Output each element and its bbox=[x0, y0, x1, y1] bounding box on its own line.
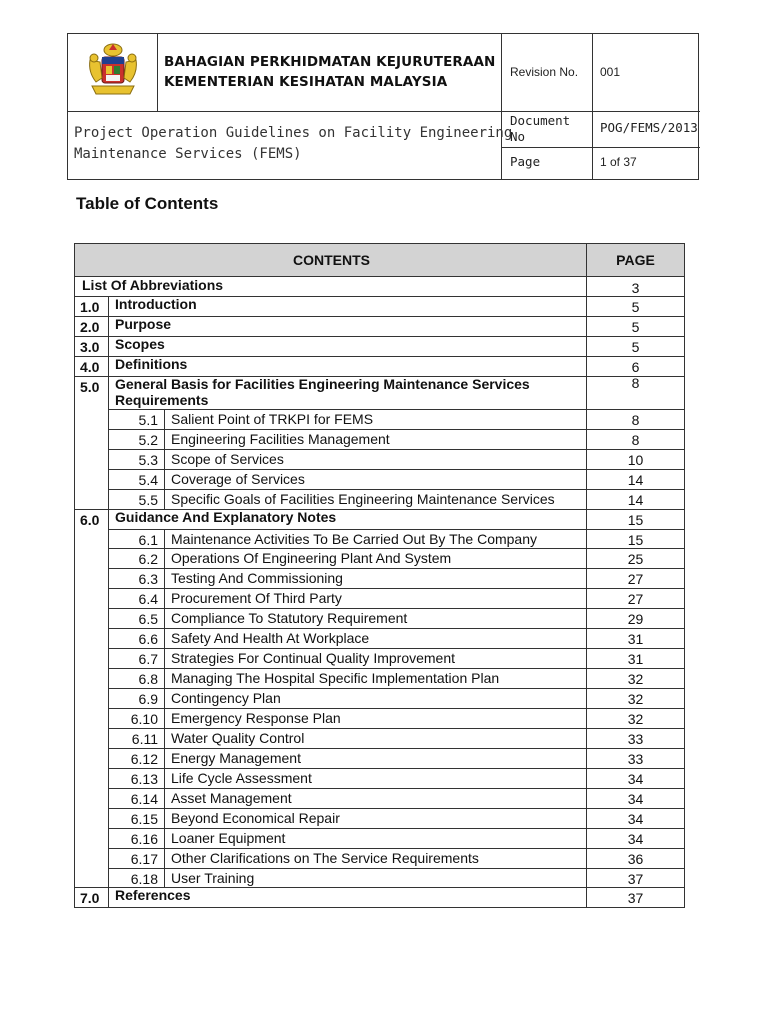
table-row bbox=[75, 608, 684, 628]
subsection-title: Loaner Equipment bbox=[171, 830, 286, 846]
page-number: 34 bbox=[627, 791, 644, 807]
subsection-title: Testing And Commissioning bbox=[171, 570, 343, 586]
divider bbox=[157, 34, 158, 111]
contents-table bbox=[74, 243, 685, 908]
table-row bbox=[75, 748, 684, 768]
subsection-title: Compliance To Statutory Requirement bbox=[171, 610, 408, 626]
subsection-number: 6.12 bbox=[130, 751, 158, 767]
section-title-continued: Requirements bbox=[115, 392, 209, 408]
subsection-title: Specific Goals of Facilities Engineering Maintenance Services bbox=[171, 491, 555, 507]
subsection-number: 5.1 bbox=[138, 412, 158, 428]
document-label-line2: No bbox=[510, 129, 526, 144]
subsection-title: Safety And Health At Workplace bbox=[171, 630, 370, 646]
section-title: References bbox=[115, 887, 191, 903]
table-row bbox=[75, 356, 684, 376]
organization-name: BAHAGIAN PERKHIDMATAN KEJURUTERAAN bbox=[164, 54, 496, 70]
subsection-title: Coverage of Services bbox=[171, 471, 305, 487]
revision-value: 001 bbox=[600, 65, 621, 79]
page-number: 25 bbox=[627, 551, 644, 567]
table-row bbox=[75, 469, 684, 489]
table-row bbox=[75, 296, 684, 316]
subsection-title: Asset Management bbox=[171, 790, 292, 806]
subsection-title: Beyond Economical Repair bbox=[171, 810, 340, 826]
subsection-title: User Training bbox=[171, 870, 255, 886]
contents-column-header: CONTENTS bbox=[293, 252, 370, 268]
page-number: 32 bbox=[627, 711, 644, 727]
table-row bbox=[75, 788, 684, 808]
page-value: 1 of 37 bbox=[600, 155, 637, 169]
page-number: 32 bbox=[627, 671, 644, 687]
page-number: 37 bbox=[627, 871, 644, 887]
table-row bbox=[75, 588, 684, 608]
page-number: 15 bbox=[627, 512, 644, 528]
subsection-number: 6.13 bbox=[130, 771, 158, 787]
document-header bbox=[67, 33, 699, 180]
divider bbox=[501, 34, 502, 179]
section-number: 5.0 bbox=[80, 379, 100, 395]
document-number: POG/FEMS/2013 bbox=[600, 120, 698, 135]
subsection-title: Operations Of Engineering Plant And System bbox=[171, 550, 452, 566]
document-label: Document bbox=[510, 113, 571, 128]
section-title: Definitions bbox=[115, 356, 188, 372]
table-row bbox=[75, 868, 684, 887]
page-label: Page bbox=[510, 154, 541, 169]
subsection-number: 6.11 bbox=[131, 731, 158, 747]
divider bbox=[592, 34, 593, 179]
table-row bbox=[75, 316, 684, 336]
table-row bbox=[75, 808, 684, 828]
subsection-number: 6.18 bbox=[130, 871, 158, 887]
subsection-title: Water Quality Control bbox=[171, 730, 305, 746]
page-number: 31 bbox=[627, 651, 644, 667]
page-number: 5 bbox=[631, 319, 640, 335]
subsection-number: 5.3 bbox=[138, 452, 158, 468]
table-row bbox=[75, 688, 684, 708]
page-number: 5 bbox=[631, 299, 640, 315]
page-number: 8 bbox=[631, 412, 640, 428]
subsection-title: Salient Point of TRKPI for FEMS bbox=[171, 411, 374, 427]
subnumber-column-divider bbox=[164, 529, 165, 887]
page-number: 5 bbox=[631, 339, 640, 355]
subsection-number: 6.16 bbox=[130, 831, 158, 847]
table-row bbox=[75, 489, 684, 509]
table-row bbox=[75, 648, 684, 668]
divider bbox=[68, 111, 700, 112]
table-row bbox=[75, 509, 684, 529]
number-column-divider bbox=[108, 296, 109, 907]
subsection-number: 6.8 bbox=[138, 671, 158, 687]
subsection-number: 6.14 bbox=[130, 791, 158, 807]
section-number: 3.0 bbox=[80, 339, 100, 355]
page-number: 6 bbox=[631, 359, 640, 375]
subsection-number: 6.5 bbox=[138, 611, 158, 627]
page-number: 8 bbox=[631, 375, 640, 391]
subsection-number: 6.6 bbox=[138, 631, 158, 647]
page-number: 37 bbox=[627, 890, 644, 906]
section-title: List Of Abbreviations bbox=[82, 277, 224, 293]
table-row bbox=[75, 768, 684, 788]
section-number: 1.0 bbox=[80, 299, 100, 315]
table-header bbox=[75, 244, 684, 277]
section-number: 7.0 bbox=[80, 890, 100, 906]
subsection-title: Other Clarifications on The Service Requirements bbox=[171, 850, 479, 866]
subsection-number: 6.4 bbox=[138, 591, 158, 607]
document-title: Project Operation Guidelines on Facility Engineering bbox=[74, 125, 513, 141]
subsection-number: 6.1 bbox=[138, 532, 158, 548]
page-number: 14 bbox=[627, 492, 644, 508]
table-row bbox=[75, 848, 684, 868]
table-row bbox=[75, 409, 684, 429]
subsection-number: 6.7 bbox=[138, 651, 158, 667]
section-title: Purpose bbox=[115, 316, 172, 332]
subsection-number: 6.15 bbox=[130, 811, 158, 827]
subsection-title: Energy Management bbox=[171, 750, 301, 766]
subsection-number: 5.4 bbox=[138, 472, 158, 488]
subsection-title: Emergency Response Plan bbox=[171, 710, 341, 726]
subsection-number: 5.2 bbox=[138, 432, 158, 448]
table-row bbox=[75, 548, 684, 568]
subsection-number: 6.9 bbox=[138, 691, 158, 707]
table-row bbox=[75, 628, 684, 648]
subsection-title: Procurement Of Third Party bbox=[171, 590, 342, 606]
subsection-number: 6.10 bbox=[130, 711, 158, 727]
section-title: General Basis for Facilities Engineering Maintenance Services bbox=[115, 376, 530, 392]
page-number: 31 bbox=[627, 631, 644, 647]
page-number: 27 bbox=[627, 571, 644, 587]
divider bbox=[501, 147, 700, 148]
page-number: 33 bbox=[627, 731, 644, 747]
page-number: 34 bbox=[627, 771, 644, 787]
table-row bbox=[75, 429, 684, 449]
subsection-title: Life Cycle Assessment bbox=[171, 770, 312, 786]
page-number: 33 bbox=[627, 751, 644, 767]
table-row bbox=[75, 828, 684, 848]
section-number: 4.0 bbox=[80, 359, 100, 375]
table-row bbox=[75, 449, 684, 469]
table-row bbox=[75, 668, 684, 688]
page-number: 8 bbox=[631, 432, 640, 448]
page-number: 15 bbox=[627, 532, 644, 548]
table-row bbox=[75, 728, 684, 748]
malaysia-coat-of-arms-icon bbox=[82, 40, 144, 102]
page-number: 34 bbox=[627, 811, 644, 827]
ministry-name: KEMENTERIAN KESIHATAN MALAYSIA bbox=[164, 74, 448, 90]
table-row bbox=[75, 529, 684, 548]
table-row bbox=[75, 336, 684, 356]
section-title: Guidance And Explanatory Notes bbox=[115, 509, 337, 525]
page-number: 32 bbox=[627, 691, 644, 707]
page-number: 3 bbox=[631, 280, 640, 296]
table-row bbox=[75, 376, 684, 409]
page-number: 36 bbox=[627, 851, 644, 867]
revision-label: Revision No. bbox=[510, 65, 579, 79]
subsection-number: 6.3 bbox=[138, 571, 158, 587]
subsection-title: Contingency Plan bbox=[171, 690, 281, 706]
subsection-title: Engineering Facilities Management bbox=[171, 431, 390, 447]
section-number: 2.0 bbox=[80, 319, 100, 335]
section-title: Scopes bbox=[115, 336, 165, 352]
table-row bbox=[75, 887, 684, 907]
page-number: 14 bbox=[627, 472, 644, 488]
page-number: 29 bbox=[627, 611, 644, 627]
subsection-number: 6.2 bbox=[138, 551, 158, 567]
table-row bbox=[75, 277, 684, 296]
subsection-title: Managing The Hospital Specific Implementation Plan bbox=[171, 670, 500, 686]
page-number: 10 bbox=[627, 452, 644, 468]
table-row bbox=[75, 708, 684, 728]
page-number: 27 bbox=[627, 591, 644, 607]
page-number: 34 bbox=[627, 831, 644, 847]
subsection-title: Strategies For Continual Quality Improvement bbox=[171, 650, 456, 666]
subsection-title: Maintenance Activities To Be Carried Out By The Company bbox=[171, 531, 537, 547]
subsection-number: 6.17 bbox=[130, 851, 158, 867]
subsection-title: Scope of Services bbox=[171, 451, 284, 467]
page-column-header: PAGE bbox=[616, 252, 655, 268]
section-number: 6.0 bbox=[80, 512, 100, 528]
section-title: Introduction bbox=[115, 296, 197, 312]
subnumber-column-divider bbox=[164, 409, 165, 509]
subsection-number: 5.5 bbox=[138, 492, 158, 508]
page-title: Table of Contents bbox=[76, 194, 219, 213]
document-title-line2: Maintenance Services (FEMS) bbox=[74, 146, 302, 162]
table-row bbox=[75, 568, 684, 588]
